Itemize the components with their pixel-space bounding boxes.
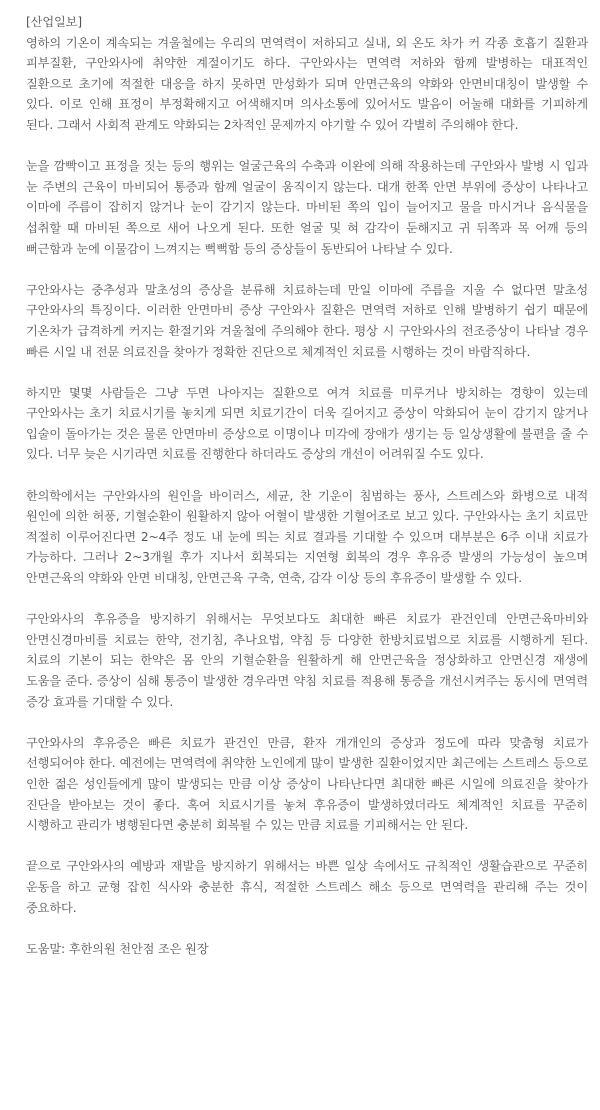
article-paragraph-2: 눈을 깜빡이고 표정을 짓는 등의 행위는 얼굴근육의 수축과 이완에 의해 작용하는데 구안와사 발병 시 입과 눈 주변의 근육이 마비되어 통증과 함께 얼굴이 움직이지 않는다. 대개 한쪽 안면 부위에 증상이 나타나고 이마에 주름이 잡히지 않거나 눈이 감기지 않는다. 마비된 쪽의 입이 늘어지고 물을 마시거나 음식물을 섭취할 때 마비된 쪽으로 새어 나오게 된다. 또한 얼굴 및 혀 감각이 둔해지고 귀 뒤쪽과 목 어깨 등의 뻐근함과 눈에 이물감이 느껴지는 뻑뻑함 등의 증상들이 동반되어 나타날 수 있다.	[26, 159, 588, 256]
article-paragraph-5: 한의학에서는 구안와사의 원인을 바이러스, 세균, 찬 기운이 침범하는 풍사, 스트레스와 화병으로 내적 원인에 의한 허풍, 기혈순환이 원활하지 않아 어혈이 발생한 기혈어조로 보고 있다. 구안와사는 초기 치료만 적절히 이루어진다면 2~4주 정도 내 눈에 띄는 치료 결과를 기대할 수 있으며 대부분은 6주 이내 치료가 가능하다. 그러나 2~3개월 후가 지나서 회복되는 지연형 회복의 경우 후유증 발생의 가능성이 높으며 안면근육의 약화와 안면 비대칭, 안면근육 구축, 연축, 감각 이상 등의 후유증이 발생할 수 있다.	[26, 488, 588, 586]
article-paragraph-1: 영하의 기온이 계속되는 겨울철에는 우리의 면역력이 저하되고 실내, 외 온도 차가 커 각종 호흡기 질환과 피부질환, 구안와사에 취약한 계절이기도 하다. 구안와사는 면역력 저하와 함께 발병하는 대표적인 질환으로 초기에 적절한 대응을 하지 못하면 만성화가 되며 안면근육의 약화와 안면비대칭이 발생할 수 있다. 이로 인해 표정이 부정확해지고 어색해지며 의사소통에 있어서도 발음이 어눌해 대화를 기피하게 된다. 그래서 사회적 관계도 약화되는 2차적인 문제까지 야기할 수 있어 각별히 주의해야 한다.	[26, 35, 588, 132]
article-paragraph-6: 구안와사의 후유증을 방지하기 위해서는 무엇보다도 최대한 빠른 치료가 관건인데 안면근육마비와 안면신경마비를 치료는 한약, 전기침, 추나요법, 약침 등 다양한 한방치료법으로 치료를 시행하게 된다. 치료의 기본이 되는 한약은 몸 안의 기혈순환을 원활하게 해 안면근육을 정상화하고 안면신경 재생에 도움을 준다. 증상이 심해 통증이 발생한 경우라면 약침 치료를 적용해 통증을 개선시켜주는 동시에 면역력 증강 효과를 기대할 수 있다.	[26, 612, 588, 709]
article-paragraph-4: 하지만 몇몇 사람들은 그냥 두면 나아지는 질환으로 여겨 치료를 미루거나 방치하는 경향이 있는데 구안와사는 초기 치료시기를 놓치게 되면 치료기간이 더욱 길어지고 증상이 악화되어 눈이 감기지 않거나 입술이 돌아가는 것은 물론 안면마비 증상으로 이명이나 미각에 장애가 생기는 등 일상생활에 불편을 줄 수 있다. 너무 늦은 시기라면 치료를 진행한다 하더라도 증상의 개선이 어려워질 수도 있다.	[26, 385, 588, 462]
article-credit: 도움말: 후한의원 천안점 조은 원장	[26, 941, 209, 956]
news-source-label: [산업일보]	[26, 15, 83, 29]
article-paragraph-3: 구안와사는 중추성과 말초성의 증상을 분류해 치료하는데 만일 이마에 주름을 지울 수 없다면 말초성 구안와사의 특징이다. 이러한 안면마비 증상 구안와사 질환은 면역력 저하로 인해 발병하기 쉽기 때문에 기온차가 급격하게 커지는 환절기와 겨울철에 주의해야 한다. 평상 시 구안와사의 전조증상이 나타날 경우 빠른 시일 내 전문 의료진을 찾아가 정확한 진단으로 체계적인 치료를 시행하는 것이 바람직하다.	[26, 282, 588, 359]
article-paragraph-7: 구안와사의 후유증은 빠른 치료가 관건인 만큼, 환자 개개인의 증상과 정도에 따라 맞춤형 치료가 선행되어야 한다. 예전에는 면역력에 취약한 노인에게 많이 발생한 질환이었지만 최근에는 스트레스 등으로 인한 젊은 성인들에게 많이 발생되는 만큼 이상 증상이 나타난다면 최대한 빠른 시일에 의료진을 찾아가 진단을 받아보는 것이 좋다. 혹여 치료시기를 놓쳐 후유증이 발생하였더라도 체계적인 치료를 꾸준히 시행하고 관리가 병행된다면 충분히 회복될 수 있는 만큼 치료를 기피해서는 안 된다.	[26, 735, 588, 833]
article-paragraph-8: 끝으로 구안와사의 예방과 재발을 방지하기 위해서는 바쁜 일상 속에서도 규칙적인 생활습관으로 꾸준히 운동을 하고 균형 잡힌 식사와 충분한 휴식, 적절한 스트레스 해소 등으로 면역력을 관리해 주는 것이 중요하다.	[26, 859, 588, 915]
article-body	[26, 12, 588, 959]
